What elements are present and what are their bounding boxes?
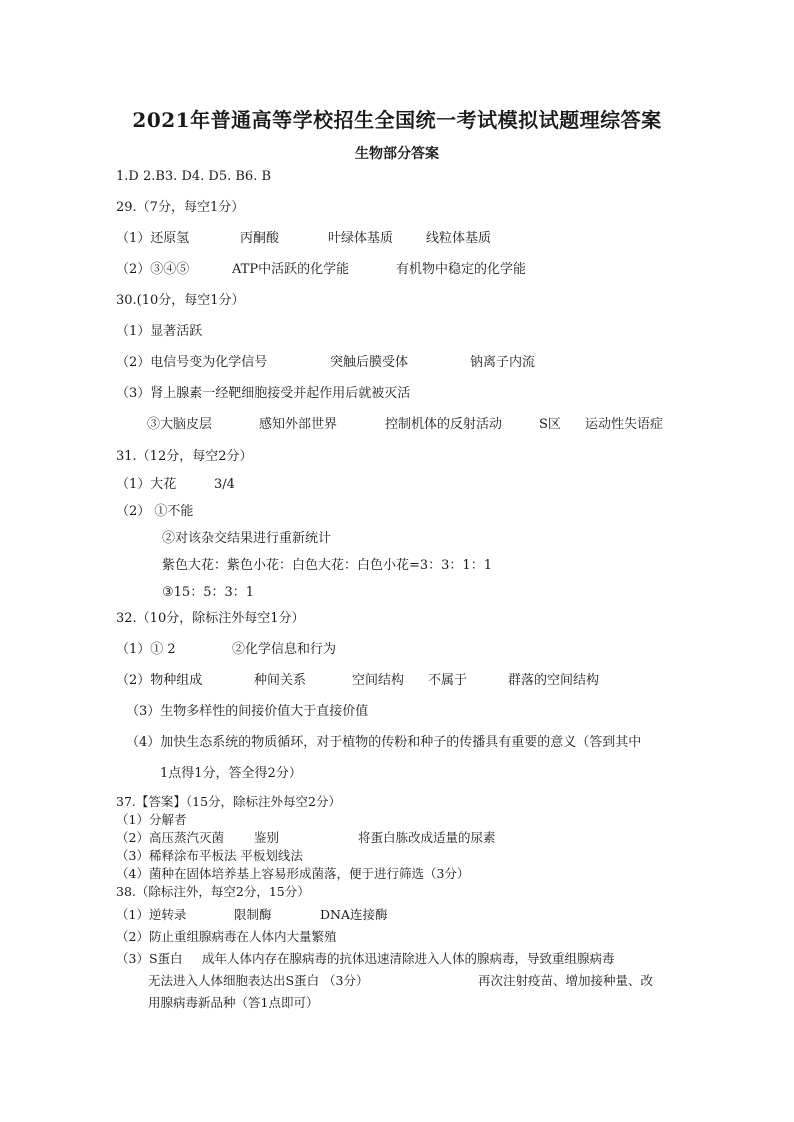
answer-segment: ③大脑皮层: [147, 417, 213, 432]
q37-line-1: （1）分解者: [116, 812, 187, 827]
q32-line-3: （3）生物多样性的间接价值大于直接价值: [126, 704, 369, 719]
q38-line-5: 用腺病毒新品种（答1点即可）: [148, 995, 319, 1010]
answer-segment: （2）③④⑤: [116, 262, 190, 277]
answer-segment: （2）电信号变为化学信号: [116, 355, 268, 370]
q29-line-1: [116, 230, 491, 248]
answer-segment: 丙酮酸: [240, 231, 280, 246]
answer-segment: 叶绿体基质: [328, 231, 394, 246]
answer-segment: （3）S蛋白: [116, 951, 183, 966]
q30-line-3: （3）肾上腺素一经靶细胞接受并起作用后就被灭活: [116, 386, 411, 401]
q29-heading: 29.（7分，每空1分）: [116, 200, 245, 215]
answer-segment: ②化学信息和行为: [232, 642, 337, 657]
q31-line-3: ②对该杂交结果进行重新统计: [162, 531, 332, 546]
q38-line-2: （2）防止重组腺病毒在人体内大量繁殖: [116, 929, 337, 944]
answer-segment: 无法进入人体细胞表达出S蛋白 （3分）: [148, 973, 369, 988]
answer-segment: （2）高压蒸汽灭菌: [116, 830, 224, 845]
answer-segment: 控制机体的反射活动: [385, 417, 503, 432]
answer-segment: 成年人体内存在腺病毒的抗体迅速清除进入人体的腺病毒，导致重组腺病毒: [202, 951, 615, 966]
answer-segment: DNA连接酶: [320, 907, 388, 922]
q38-line-3: [116, 950, 615, 968]
q32-heading: 32.（10分，除标注外每空1分）: [116, 611, 305, 626]
answer-segment: （1）逆转录: [116, 907, 187, 922]
q31-line-4: 紫色大花：紫色小花：白色大花：白色小花=3：3：1：1: [162, 558, 492, 573]
q32-line-1: [116, 641, 336, 659]
section-subtitle: 生物部分答案: [355, 146, 439, 162]
answer-segment: 再次注射疫苗、增加接种量、改: [478, 973, 654, 988]
answer-segment: S区: [539, 417, 561, 432]
answer-segment: （1）① 2: [116, 642, 176, 657]
answer-segment: （1）大花: [116, 477, 177, 492]
q38-line-4: [148, 972, 653, 990]
answer-segment: 感知外部世界: [259, 417, 338, 432]
answer-segment: 种间关系: [254, 673, 307, 688]
q30-line-1: （1）显著活跃: [116, 324, 203, 339]
answer-segment: 鉴别: [254, 830, 280, 845]
q30-line-2: [116, 354, 535, 372]
q38-line-1: [116, 906, 388, 924]
q31-line-5: ③15：5：3：1: [162, 585, 255, 600]
q30-heading: 30.(10分，每空1分）: [116, 293, 245, 308]
answer-segment: （2）物种组成: [116, 673, 203, 688]
answer-segment: ATP中活跃的化学能: [232, 262, 350, 277]
answer-segment: 钠离子内流: [470, 355, 536, 370]
q31-heading: 31.（12分，每空2分）: [116, 449, 253, 464]
answer-segment: 空间结构: [352, 673, 405, 688]
answer-segment: 有机物中稳定的化学能: [396, 262, 527, 277]
answer-segment: 线粒体基质: [426, 231, 492, 246]
page-title: 2021年普通高等学校招生全国统一考试模拟试题理综答案: [132, 108, 662, 132]
answer-segment: 限制酶: [234, 907, 272, 922]
answer-segment: （1）还原氢: [116, 231, 190, 246]
q32-line-5: 1点得1分，答全得2分）: [160, 766, 302, 781]
q37-line-3: （3）稀释涂布平板法 平板划线法: [116, 848, 303, 863]
q29-line-2: [116, 261, 526, 279]
q32-line-2: [116, 672, 599, 690]
answer-segment: 不属于: [428, 673, 468, 688]
answer-segment: 3/4: [214, 477, 235, 492]
q38-heading: 38.（除标注外，每空2分，15分）: [116, 884, 310, 899]
q37-line-2: [116, 829, 496, 847]
q37-heading: 37.【答案】（15分，除标注外每空2分）: [116, 794, 341, 809]
q31-line-1: [116, 476, 235, 494]
answer-segment: 群落的空间结构: [508, 673, 600, 688]
answer-segment: 将蛋白胨改成适量的尿素: [358, 830, 496, 845]
answer-segment: 运动性失语症: [585, 417, 664, 432]
answer-segment: 突触后膜受体: [330, 355, 409, 370]
q32-line-4: （4）加快生态系统的物质循环，对于植物的传粉和种子的传播具有重要的意义（答到其中: [126, 735, 642, 750]
q31-line-2: （2） ①不能: [116, 504, 194, 519]
q30-line-4: [147, 416, 663, 434]
mc-answers: 1.D 2.B3. D4. D5. B6. B: [116, 169, 272, 184]
q37-line-4: （4）菌种在固体培养基上容易形成菌落，便于进行筛选（3分）: [116, 866, 470, 881]
